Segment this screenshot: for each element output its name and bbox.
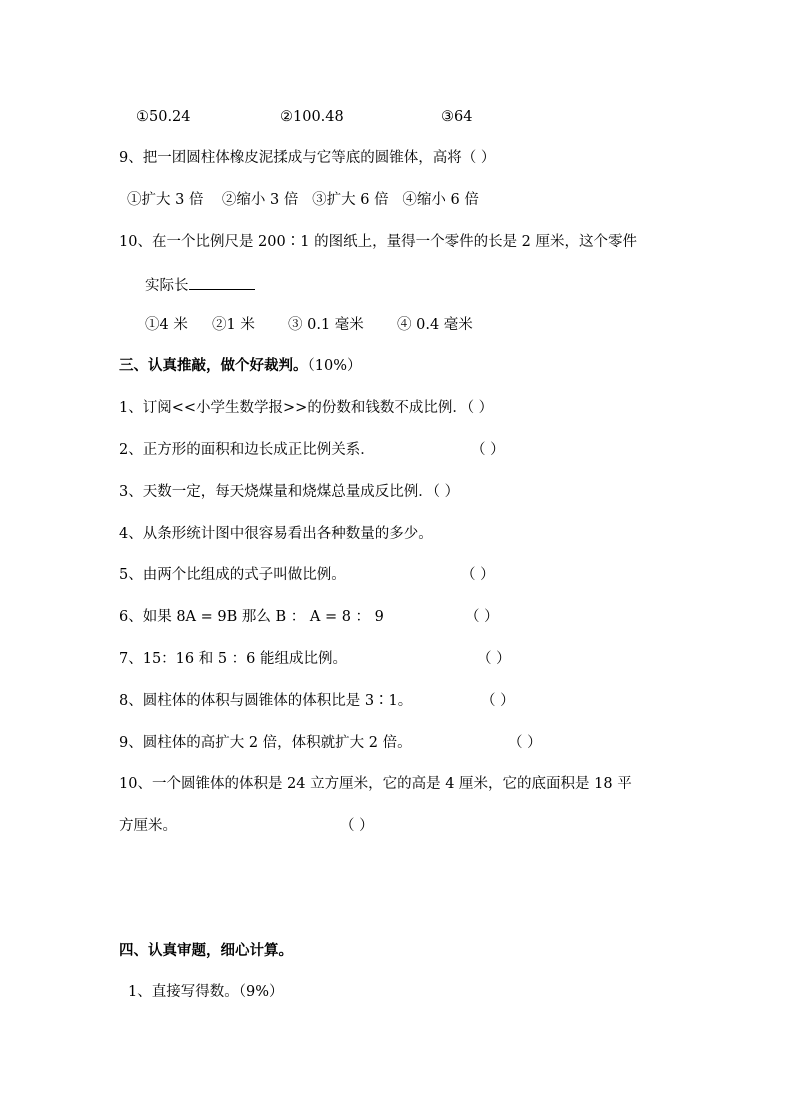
question-10-continuation — [145, 275, 255, 295]
question-10-label: 实际长 — [145, 278, 189, 294]
answer-blank[interactable] — [189, 275, 255, 290]
tf-answer-6[interactable]: （ ） — [465, 609, 499, 625]
tf-item-3: 3、天数一定，每天烧煤量和烧煤总量成反比例．（ ） — [119, 484, 460, 500]
q10-option-3: ③ 0.1 毫米 — [288, 317, 364, 333]
tf-answer-7[interactable]: （ ） — [477, 651, 511, 667]
tf-answer-9[interactable]: （ ） — [508, 735, 542, 751]
tf-item-5: 5、由两个比组成的式子叫做比例。 — [119, 567, 346, 583]
section-4-subtitle: 1、直接写得数。（9%） — [128, 984, 284, 1000]
section-4-title: 四、认真审题，细心计算。 — [119, 942, 293, 959]
question-9-options: ①扩大 3 倍 ②缩小 3 倍 ③扩大 6 倍 ④缩小 6 倍 — [127, 192, 479, 208]
tf-item-2: 2、正方形的面积和边长成正比例关系． — [119, 442, 375, 458]
tf-item-8: 8、圆柱体的体积与圆锥体的体积比是 3∶1。 — [119, 693, 413, 709]
tf-answer-8[interactable]: （ ） — [481, 693, 515, 709]
tf-item-6: 6、如果 8A = 9B 那么 B ： A = 8 ： 9 — [119, 609, 384, 625]
section-3-score: （10%） — [307, 358, 362, 374]
q8-option-2: ②100.48 — [280, 109, 344, 125]
question-9: 9、把一团圆柱体橡皮泥揉成与它等底的圆锥体，高将（ ） — [119, 150, 496, 166]
q8-option-3: ③64 — [441, 109, 473, 125]
tf-answer-2[interactable]: （ ） — [471, 442, 505, 458]
q8-option-1: ①50.24 — [136, 109, 191, 125]
tf-answer-5[interactable]: （ ） — [461, 567, 495, 583]
tf-item-10: 10、一个圆锥体的体积是 24 立方厘米，它的高是 4 厘米，它的底面积是 18 平 — [119, 776, 632, 792]
tf-answer-10[interactable]: （ ） — [340, 818, 374, 834]
tf-item-10-continuation: 方厘米。 — [119, 818, 177, 834]
q10-option-1: ①4 米 — [145, 317, 188, 333]
tf-item-1: 1、订阅<<小学生数学报>>的份数和钱数不成比例．（ ） — [119, 400, 494, 416]
tf-item-4: 4、从条形统计图中很容易看出各种数量的多少。 — [119, 526, 433, 542]
question-10: 10、在一个比例尺是 200∶1 的图纸上，量得一个零件的长是 2 厘米，这个零件 — [119, 234, 638, 250]
section-3-title: 三、认真推敲，做个好裁判。 — [119, 357, 308, 374]
q10-option-4: ④ 0.4 毫米 — [397, 317, 473, 333]
q10-option-2: ②1 米 — [212, 317, 255, 333]
tf-item-9: 9、圆柱体的高扩大 2 倍，体积就扩大 2 倍。 — [119, 735, 412, 751]
tf-item-7: 7、15：16 和 5 ：6 能组成比例。 — [119, 651, 348, 667]
section-3-heading — [119, 357, 361, 375]
